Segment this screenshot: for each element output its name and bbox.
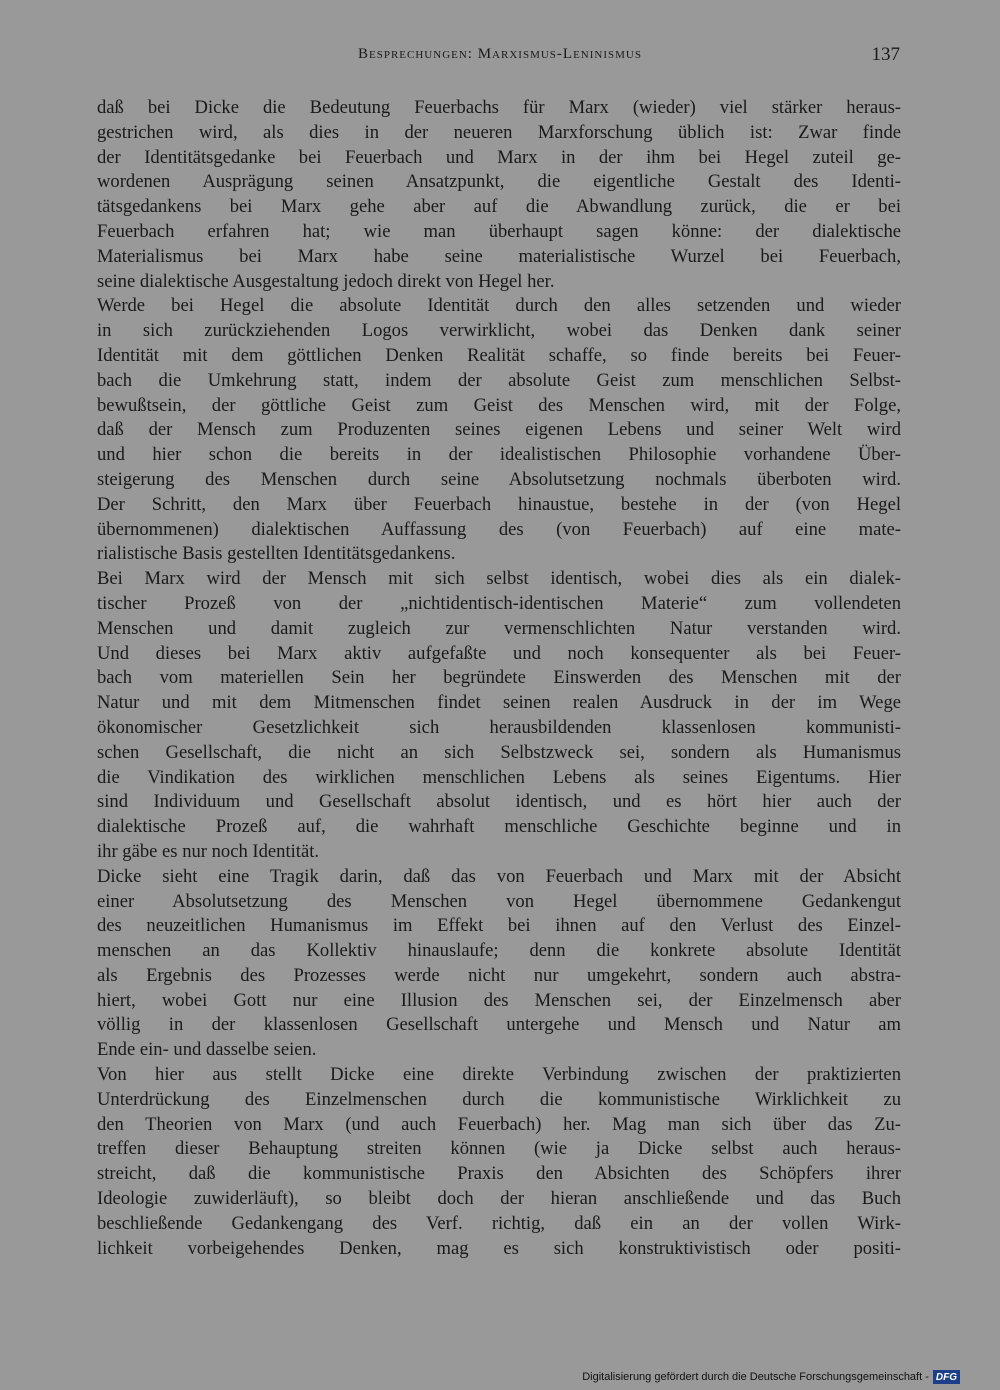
text-line: treffen dieser Behauptung streiten können (wie ja Dicke selbst auch heraus- xyxy=(97,1138,901,1160)
text-line: völlig in der klassenlosen Gesellschaft untergehe und Mensch und Natur am xyxy=(97,1014,901,1036)
text-line: des neuzeitlichen Humanismus im Effekt bei ihnen auf den Verlust des Einzel- xyxy=(97,915,901,937)
text-line: übernommenen) dialektischen Auffassung des (von Feuerbach) auf eine mate- xyxy=(97,518,901,540)
text-line: Unterdrückung des Einzelmenschen durch die kommunistische Wirklichkeit zu xyxy=(97,1088,901,1110)
text-line: daß der Mensch zum Produzenten seines eigenen Lebens und seiner Welt wird xyxy=(97,419,901,441)
text-line: streicht, daß die kommunistische Praxis den Absichten des Schöpfers ihrer xyxy=(97,1163,901,1185)
digitization-credit xyxy=(582,1366,960,1388)
text-line: und hier schon die bereits in der idealistischen Philosophie vorhandene Über- xyxy=(97,444,901,466)
text-line: Ende ein- und dasselbe seien. xyxy=(97,1039,317,1061)
running-head xyxy=(0,46,1000,70)
text-line: Bei Marx wird der Mensch mit sich selbst identisch, wobei dies als ein dialek- xyxy=(97,568,901,590)
text-line: Feuerbach erfahren hat; wie man überhaupt sagen könne: der dialektische xyxy=(97,220,901,242)
text-line: steigerung des Menschen durch seine Absolutsetzung nochmals überboten wird. xyxy=(97,468,901,490)
text-line: wordenen Ausprägung seinen Ansatzpunkt, die eigentliche Gestalt des Identi- xyxy=(97,171,901,193)
text-line: tätsgedankens bei Marx gehe aber auf die Abwandlung zurück, die er bei xyxy=(97,196,901,218)
text-line: Ideologie zuwiderläuft), so bleibt doch der hieran anschließende und das Buch xyxy=(97,1188,901,1210)
text-line: Natur und mit dem Mitmenschen findet seinen realen Ausdruck in der im Wege xyxy=(97,692,901,714)
text-line: in sich zurückziehenden Logos verwirklicht, wobei das Denken dank seiner xyxy=(97,320,901,342)
text-line: lichkeit vorbeigehendes Denken, mag es sich konstruktivistisch oder positi- xyxy=(97,1237,901,1259)
text-line: einer Absolutsetzung des Menschen von Hegel übernommene Gedankengut xyxy=(97,890,901,912)
text-line: bewußtsein, der göttliche Geist zum Geist des Menschen wird, mit der Folge, xyxy=(97,394,901,416)
text-line: Menschen und damit zugleich zur vermenschlichten Natur verstanden wird. xyxy=(97,617,901,639)
text-line: Identität mit dem göttlichen Denken Realität schaffe, so finde bereits bei Feuer- xyxy=(97,344,901,366)
text-line: hiert, wobei Gott nur eine Illusion des Menschen sei, der Einzelmensch aber xyxy=(97,989,901,1011)
text-line: die Vindikation des wirklichen menschlichen Lebens als seines Eigentums. Hier xyxy=(97,766,901,788)
text-line: der Identitätsgedanke bei Feuerbach und Marx in der ihm bei Hegel zuteil ge- xyxy=(97,146,901,168)
text-line: sind Individuum und Gesellschaft absolut identisch, und es hört hier auch der xyxy=(97,791,901,813)
text-line: den Theorien von Marx (und auch Feuerbach) her. Mag man sich über das Zu- xyxy=(97,1113,901,1135)
page-number: 137 xyxy=(871,44,900,65)
text-line: bach die Umkehrung statt, indem der absolute Geist zum menschlichen Selbst- xyxy=(97,369,901,391)
text-line: dialektische Prozeß auf, die wahrhaft menschliche Geschichte beginne und in xyxy=(97,816,901,838)
text-line: Der Schritt, den Marx über Feuerbach hinaustue, bestehe in der (von Hegel xyxy=(97,493,901,515)
text-line: gestrichen wird, als dies in der neueren Marxforschung üblich ist: Zwar finde xyxy=(97,121,901,143)
text-line: als Ergebnis des Prozesses werde nicht nur umgekehrt, sondern auch abstra- xyxy=(97,964,901,986)
text-line: schen Gesellschaft, die nicht an sich Selbstzweck sei, sondern als Humanismus xyxy=(97,741,901,763)
text-line: Und dieses bei Marx aktiv aufgefaßte und noch konsequenter als bei Feuer- xyxy=(97,642,901,664)
text-line: Materialismus bei Marx habe seine materialistische Wurzel bei Feuerbach, xyxy=(97,245,901,267)
text-line: menschen an das Kollektiv hinauslaufe; denn die konkrete absolute Identität xyxy=(97,940,901,962)
text-line: Von hier aus stellt Dicke eine direkte Verbindung zwischen der praktizierten xyxy=(97,1064,901,1086)
text-line: Werde bei Hegel die absolute Identität durch den alles setzenden und wieder xyxy=(97,295,901,317)
body-text xyxy=(97,96,901,1261)
credit-text: Digitalisierung gefördert durch die Deutsche Forschungsgemeinschaft - xyxy=(582,1371,929,1383)
text-line: daß bei Dicke die Bedeutung Feuerbachs für Marx (wieder) viel stärker heraus- xyxy=(97,97,901,118)
text-line: seine dialektische Ausgestaltung jedoch direkt von Hegel her. xyxy=(97,270,555,292)
text-line: Dicke sieht eine Tragik darin, daß das von Feuerbach und Marx mit der Absicht xyxy=(97,865,901,887)
text-line: beschließende Gedankengang des Verf. richtig, daß ein an der vollen Wirk- xyxy=(97,1212,901,1234)
running-title: Besprechungen: Marxismus-Leninismus xyxy=(358,46,642,62)
text-line: bach vom materiellen Sein her begründete Einswerden des Menschen mit der xyxy=(97,667,901,689)
text-line: rialistische Basis gestellten Identitätsgedankens. xyxy=(97,543,456,565)
dfg-logo: DFG xyxy=(933,1370,960,1384)
text-line: ihr gäbe es nur noch Identität. xyxy=(97,840,320,862)
text-line: ökonomischer Gesetzlichkeit sich herausbildenden klassenlosen kommunisti- xyxy=(97,716,901,738)
text-line: tischer Prozeß von der „nichtidentisch-identischen Materie“ zum vollendeten xyxy=(97,592,901,614)
